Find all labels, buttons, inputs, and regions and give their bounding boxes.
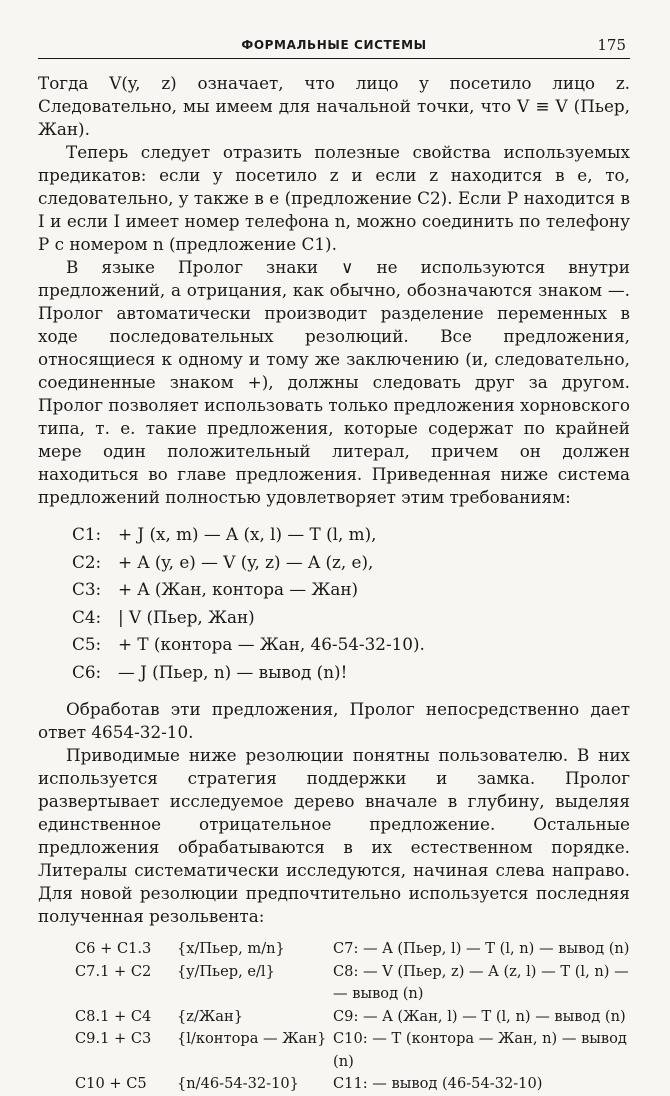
clause-list <box>72 521 630 686</box>
resolution-step: C8.1 + C4 <box>75 1007 152 1025</box>
resolution-row <box>38 1028 630 1073</box>
resolution-row-continuation <box>38 983 630 1006</box>
clause-formula: — J (Пьер, n) — вывод (n)! <box>118 661 348 682</box>
page-body <box>38 72 630 1096</box>
resolution-step: C10 + C5 <box>75 1075 147 1092</box>
resolution-result: C9: — A (Жан, l) — T (l, n) — вывод (n) <box>333 1007 626 1025</box>
clause-label: C1: <box>72 524 102 544</box>
resolution-result: C10: — T (контора — Жан, n) — вывод (n) <box>333 1030 627 1070</box>
resolution-step: C6 + C1.3 <box>75 940 152 957</box>
clause-label: C2: <box>72 551 102 572</box>
clause-label: C4: <box>72 606 102 627</box>
clause-c1 <box>72 521 630 549</box>
clause-formula: + A (y, e) — V (y, z) — A (z, e), <box>118 551 374 572</box>
clause-c3 <box>72 576 630 604</box>
clause-formula: + J (x, m) — A (x, l) — T (l, m), <box>118 524 377 544</box>
resolution-step: C7.1 + C2 <box>75 962 152 980</box>
resolution-row <box>38 961 630 984</box>
paragraph-4: Обработав эти предложения, Пролог непосредственно дает ответ 4654-32-10. <box>38 699 630 742</box>
resolution-table <box>38 938 630 1096</box>
resolution-row <box>38 1073 630 1096</box>
resolution-substitution: {y/Пьер, e/l} <box>177 962 275 980</box>
resolution-substitution: {x/Пьер, m/n} <box>177 940 285 957</box>
running-title: ФОРМАЛЬНЫЕ СИСТЕМЫ <box>241 38 427 52</box>
resolution-result: C8: — V (Пьер, z) — A (z, l) — T (l, n) — <box>333 962 629 980</box>
resolution-result-continuation: — вывод (n) <box>333 985 424 1002</box>
clause-c4 <box>72 604 630 632</box>
clause-c6 <box>72 659 630 687</box>
clause-formula: + T (контора — Жан, 46-54-32-10). <box>118 634 425 654</box>
resolution-row <box>38 938 630 961</box>
paragraph-3: В языке Пролог знаки ∨ не используются внутри предложений, а отрицания, как обычно, обозначаются знаком —. Пролог автоматически производит разделение переменных в ходе последовательных резолюций. Все предложения, относящиеся к одному и тому же заключению (и, следовательно, соединенные знаком +), должны следовать друг за другом. Пролог позволяет использовать только предложения хорновского типа, т. е. такие предложения, которые содержат по крайней мере один положительный литерал, причем он должен находиться во главе предложения. Приведенная ниже система предложений полностью удовлетворяет этим требованиям: <box>38 257 630 507</box>
clause-label: C5: <box>72 634 102 654</box>
paragraph-2: Теперь следует отразить полезные свойства используемых предикатов: если y посетило z и если z находится в e, то, следовательно, y также в e (предложение C2). Если P находится в I и если I имеет номер телефона n, можно соединить по телефону P с номером n (предложение C1). <box>38 142 630 254</box>
paragraph-5: Приводимые ниже резолюции понятны пользователю. В них используется стратегия поддержки и замка. Пролог развертывает исследуемое дерево вначале в глубину, выделяя единственное отрицательное предложение. Остальные предложения обрабатываются в их естественном порядке. Литералы систематически исследуются, начиная слева направо. Для новой резолюции предпочтительно используется последняя полученная резольвента: <box>38 745 630 926</box>
clause-formula: | V (Пьер, Жан) <box>118 606 255 627</box>
resolution-substitution: {n/46-54-32-10} <box>177 1075 299 1092</box>
clause-c5 <box>72 631 630 659</box>
resolution-result: C11: — вывод (46-54-32-10) <box>333 1075 543 1092</box>
clause-c2 <box>72 549 630 577</box>
clause-label: C3: <box>72 579 102 599</box>
running-header <box>38 36 630 59</box>
clause-label: C6: <box>72 661 102 682</box>
resolution-result: C7: — A (Пьер, l) — T (l, n) — вывод (n) <box>333 940 630 957</box>
resolution-step: C9.1 + C3 <box>75 1030 152 1047</box>
paragraph-1: Тогда V(y, z) означает, что лицо y посетило лицо z. Следовательно, мы имеем для начальной точки, что V ≡ V (Пьер, Жан). <box>38 73 630 139</box>
resolution-substitution: {z/Жан} <box>177 1007 243 1025</box>
clause-formula: + A (Жан, контора — Жан) <box>118 579 359 599</box>
page-number: 175 <box>597 36 626 54</box>
resolution-row <box>38 1006 630 1029</box>
resolution-substitution: {l/контора — Жан} <box>177 1030 327 1047</box>
